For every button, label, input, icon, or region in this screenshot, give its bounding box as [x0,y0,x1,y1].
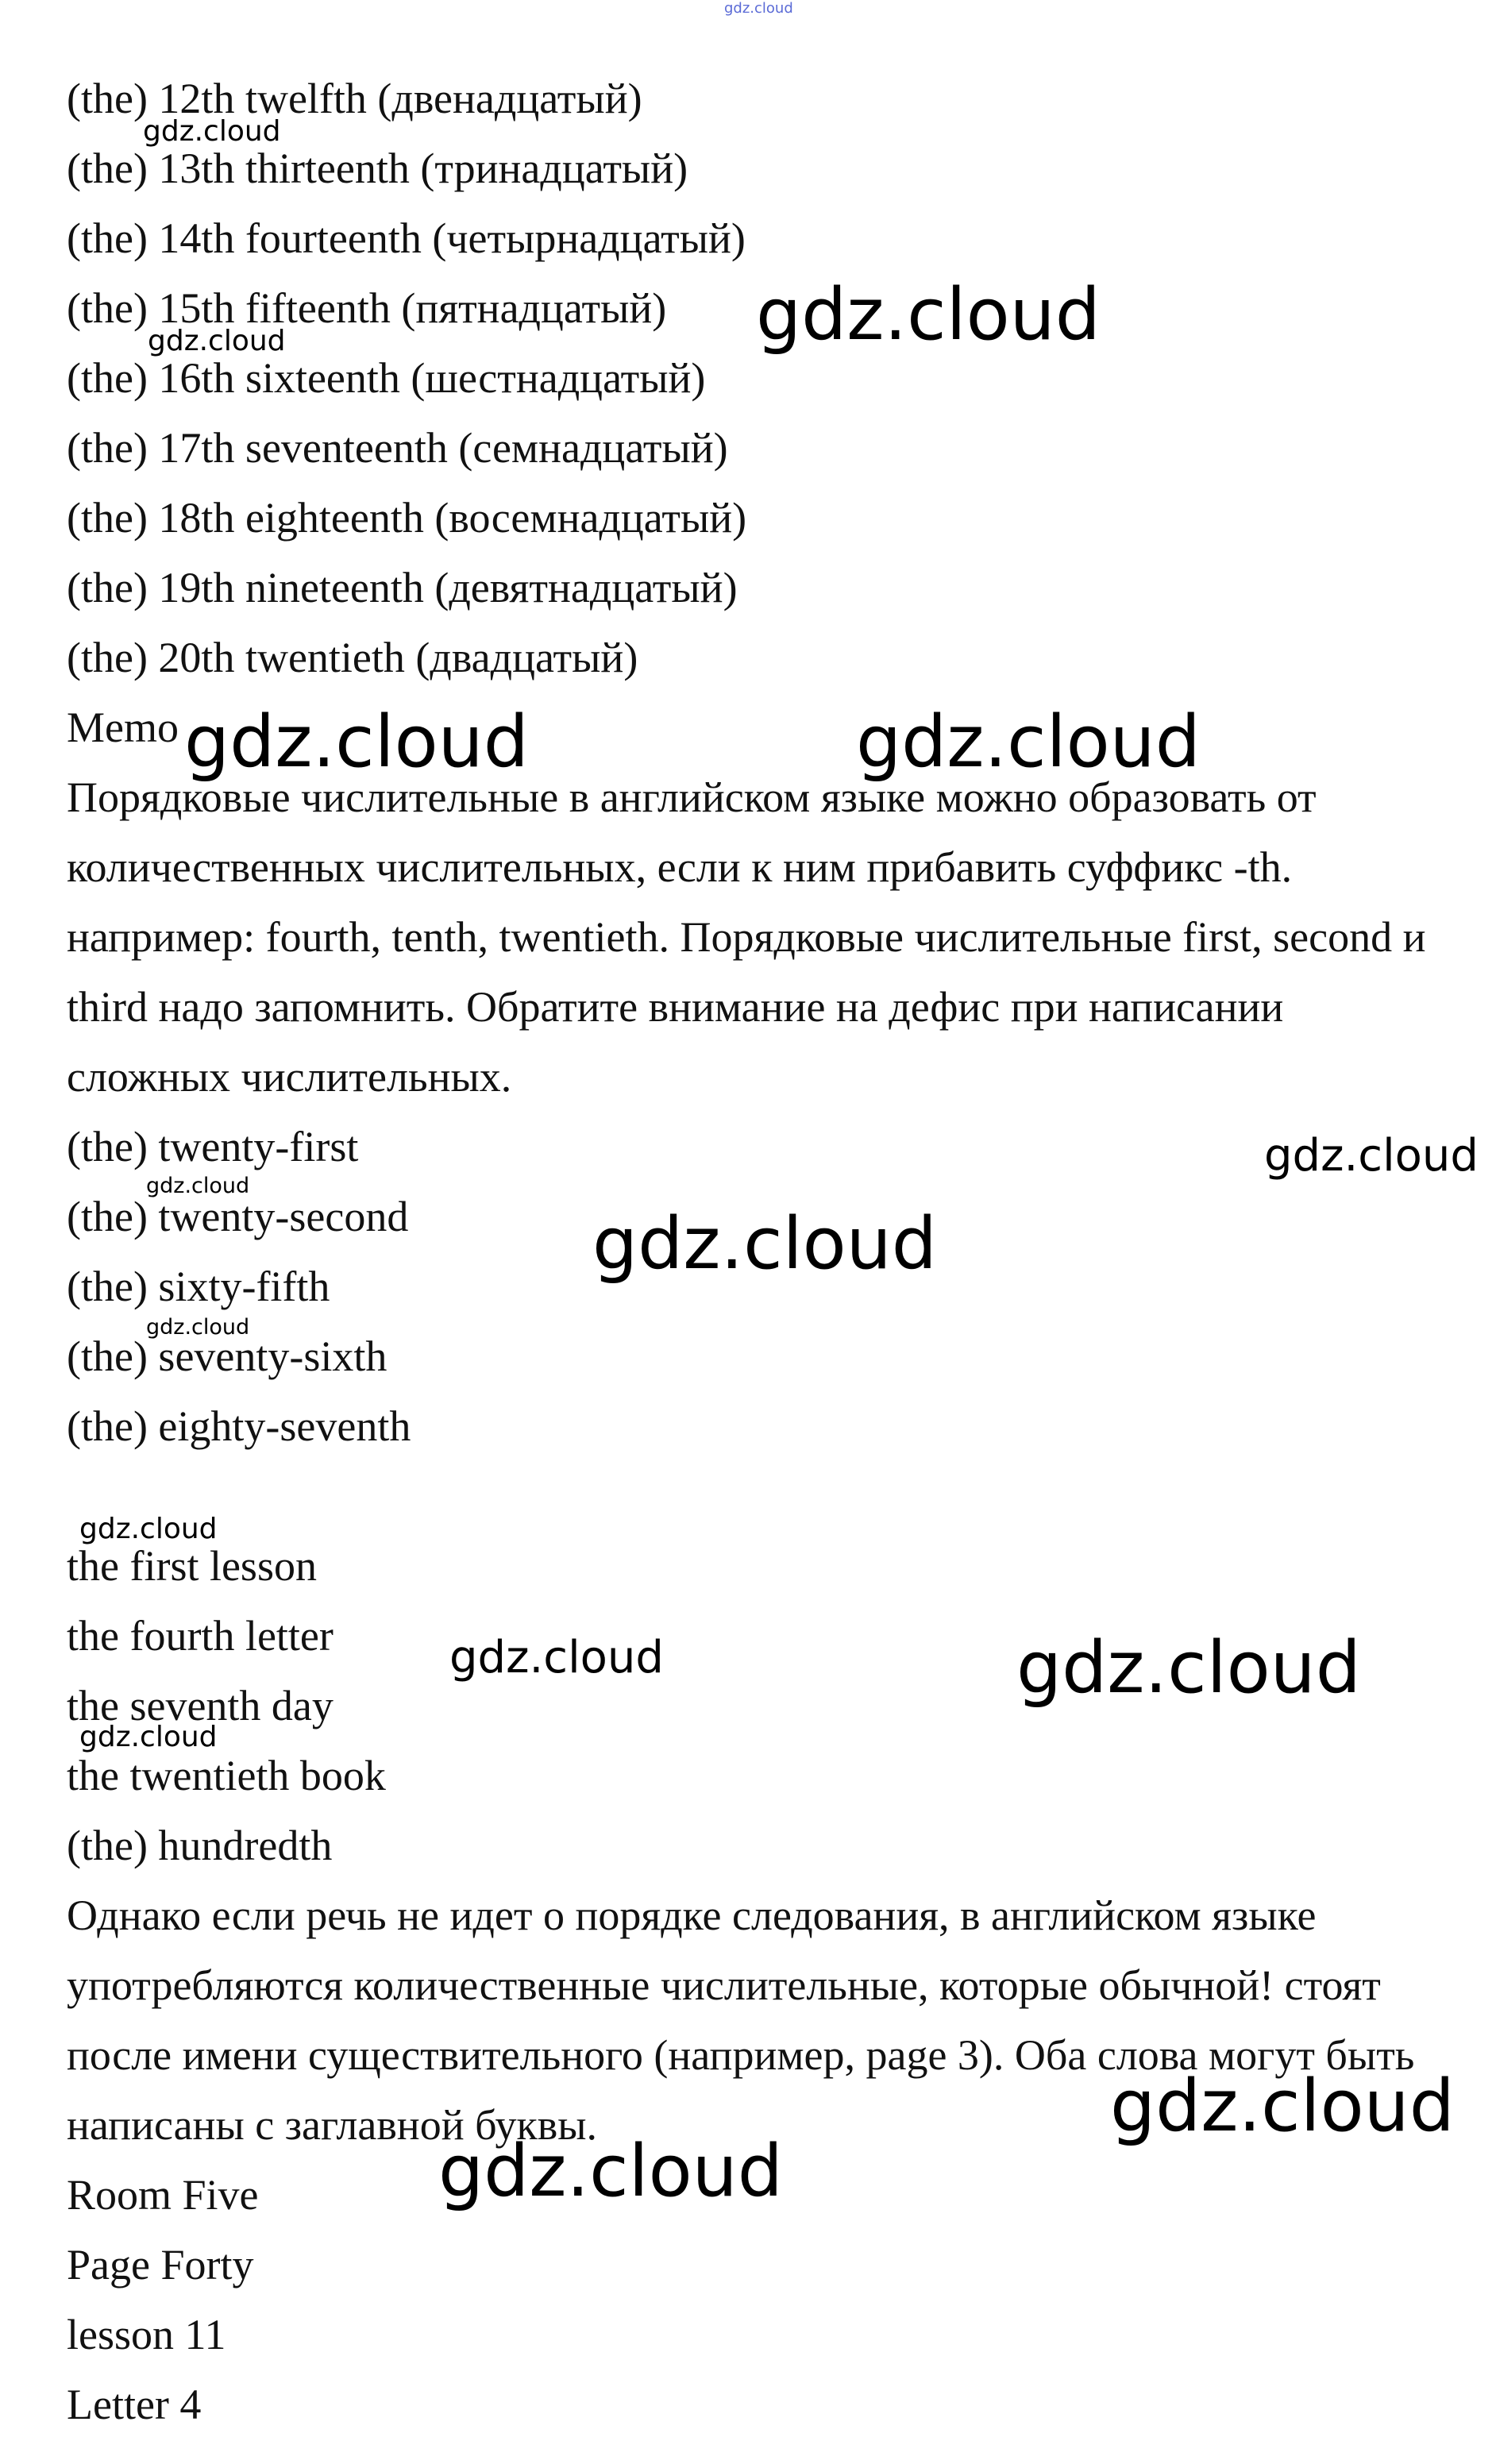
watermark: gdz.cloud [1110,2065,1455,2148]
compound-ordinal-list [67,1112,1448,1461]
cardinal-line: lesson 11 [67,2311,226,2358]
watermark: gdz.cloud [724,0,793,17]
example-line: the seventh day [67,1682,334,1729]
watermark: gdz.cloud [592,1202,937,1286]
watermark: gdz.cloud [184,700,529,784]
memo-title: Memo [67,704,179,751]
cardinal-line: Letter 4 [67,2381,202,2428]
ordinal-list [67,64,1448,692]
ordinal-line: (the) 19th nineteenth (девятнадцатый) [67,564,738,611]
ordinal-line: (the) 15th fifteenth (пятнадцатый) [67,284,667,332]
compound-line: (the) twenty-first [67,1123,359,1170]
watermark: gdz.cloud [146,1315,250,1340]
watermark: gdz.cloud [1264,1130,1479,1182]
watermark: gdz.cloud [756,273,1101,357]
example-line: the twentieth book [67,1752,386,1799]
compound-line: (the) sixty-fifth [67,1263,330,1310]
compound-line: (the) eighty-seventh [67,1402,411,1450]
watermark: gdz.cloud [146,1174,250,1198]
ordinal-line: (the) 12th twelfth (двенадцатый) [67,75,642,122]
example-line: the fourth letter [67,1612,334,1660]
cardinal-line: Page Forty [67,2241,254,2289]
watermark: gdz.cloud [1016,1626,1361,1710]
watermark: gdz.cloud [79,1513,218,1545]
example-line: (the) hundredth [67,1822,333,1869]
compound-line: (the) seventy-sixth [67,1332,387,1380]
example-line: the first lesson [67,1542,317,1590]
watermark: gdz.cloud [79,1721,218,1753]
note-paragraph: Однако если речь не идет о порядке следования, в английском языке употребляются количественные числительные, которые обычной! стоят после имени существительного (например, page 3). Оба слова могут быть написаны с заглавной буквы. [67,1891,1415,2149]
watermark: gdz.cloud [856,700,1201,784]
ordinal-line: (the) 13th thirteenth (тринадцатый) [67,145,688,192]
ordinal-line: (the) 18th eighteenth (восемнадцатый) [67,494,747,542]
watermark: gdz.cloud [143,115,281,148]
ordinal-line: (the) 14th fourteenth (четырнадцатый) [67,214,746,262]
ordinal-line: (the) 20th twentieth (двадцатый) [67,634,638,681]
watermark: gdz.cloud [449,1632,664,1683]
ordinal-line: (the) 16th sixteenth (шестнадцатый) [67,354,706,402]
ordinal-line: (the) 17th seventeenth (семнадцатый) [67,424,728,472]
memo-paragraph: Порядковые числительные в английском языке можно образовать от количественных числительных, если к ним прибавить суффикс -th. например: fourth, tenth, twentieth. Порядковые числительные first, second и third надо запомнить. Обратите внимание на дефис при написании сложных числительных. [67,773,1426,1101]
watermark: gdz.cloud [148,325,286,357]
compound-line: (the) twenty-second [67,1193,409,1240]
watermark: gdz.cloud [438,2130,783,2213]
blank-line [67,1461,1448,1531]
cardinal-line: Room Five [67,2171,259,2219]
